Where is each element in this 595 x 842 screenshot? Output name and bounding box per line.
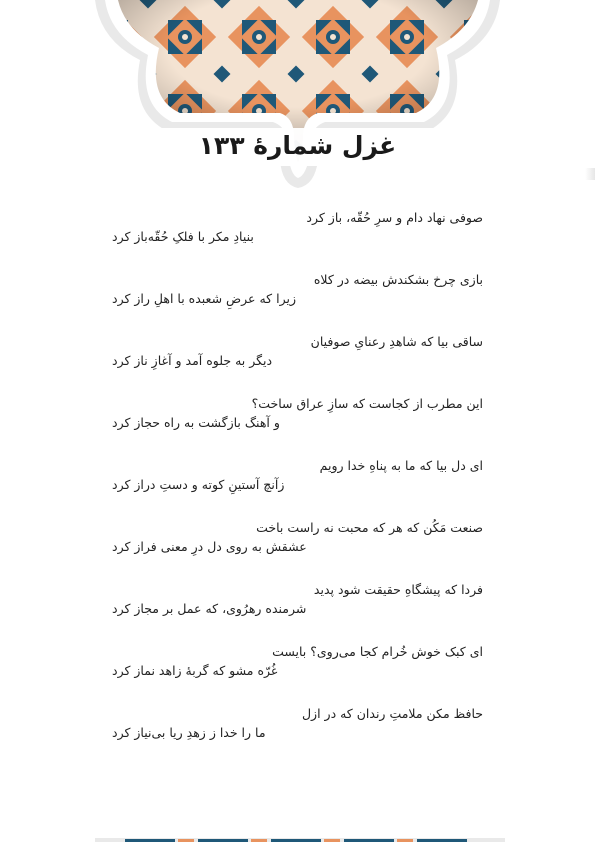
first-hemistich: حافظ مکن ملامتِ رندان که در ازل — [301, 706, 483, 721]
second-hemistich: زیرا که عرضِ شعبده با اهلِ راز کرد — [112, 291, 296, 306]
second-hemistich: شرمنده رهرُوی، که عمل بر مجاز کرد — [112, 601, 307, 616]
second-hemistich: غُرّه مشو که گربهٔ زاهد نماز کرد — [112, 663, 278, 678]
first-hemistich: این مطرب از کجاست که سازِ عراق ساخت؟ — [251, 396, 483, 411]
first-hemistich: صنعت مَکُن که هر که محبت نه راست باخت — [256, 520, 483, 535]
poem-body — [112, 205, 483, 763]
first-hemistich: ای کبک خوش خُرام کجا می‌روی؟ بایست — [272, 644, 483, 659]
footer-ornament — [0, 832, 595, 842]
first-hemistich: فردا که پیشگاهِ حقیقت شود پدید — [313, 582, 483, 597]
couplet — [112, 701, 483, 763]
second-hemistich: بنیادِ مکر با فلکِ حُقّه‌باز کرد — [112, 229, 254, 244]
second-hemistich: دیگر به جلوه آمد و آغازِ ناز کرد — [112, 353, 273, 368]
first-hemistich: ساقی بیا که شاهدِ رعنایِ صوفیان — [310, 334, 483, 349]
page-title: غزل شمارهٔ ۱۳۳ — [198, 131, 397, 160]
couplet — [112, 391, 483, 453]
second-hemistich: ما را خدا ز زهدِ ریا بی‌نیاز کرد — [112, 725, 266, 740]
second-hemistich: و آهنگ بازگشت به راه حجاز کرد — [112, 415, 280, 430]
first-hemistich: ای دل بیا که ما به پناهِ خدا رویم — [319, 458, 483, 473]
couplet — [112, 453, 483, 515]
page-edge-shadow — [585, 168, 595, 180]
couplet — [112, 577, 483, 639]
couplet — [112, 329, 483, 391]
first-hemistich: بازی چرخ بشکندش بیضه در کلاه — [313, 272, 483, 287]
first-hemistich: صوفی نهاد دام و سرِ حُقّه، باز کرد — [306, 210, 483, 225]
second-hemistich: عشقش به روی دل درِ معنی فراز کرد — [112, 539, 307, 554]
couplet — [112, 205, 483, 267]
couplet — [112, 639, 483, 701]
second-hemistich: زآنچ آستینِ کوته و دستِ دراز کرد — [112, 477, 285, 492]
header-ornament — [0, 0, 595, 200]
couplet — [112, 515, 483, 577]
couplet — [112, 267, 483, 329]
